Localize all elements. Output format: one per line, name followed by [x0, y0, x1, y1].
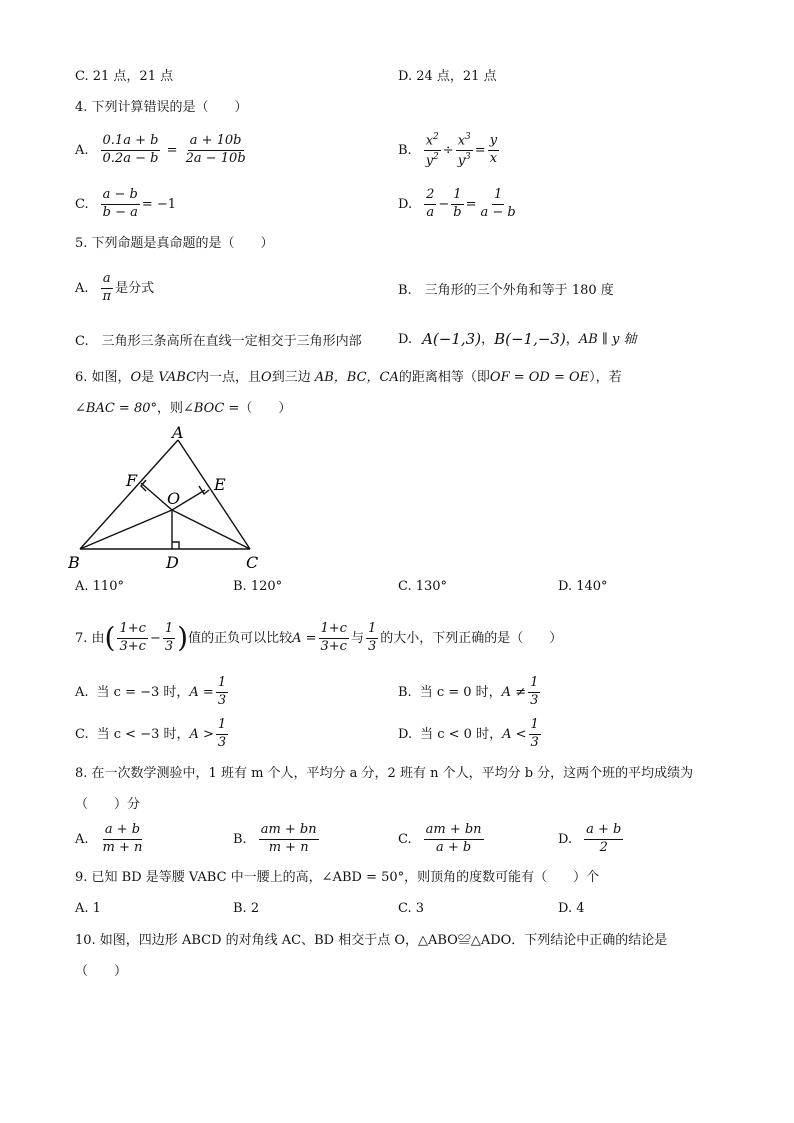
fraction: $\frac{1}{b}$: [453, 187, 462, 220]
q4-option-c: C. $\frac{a - b}{b - a}$ = −1: [75, 187, 177, 220]
side-ac: [178, 440, 250, 549]
fraction: $\frac{1+c}{3+c}$: [119, 621, 146, 654]
q8-option-d: D. $\frac{a + b}{2}$: [558, 822, 622, 855]
q7-option-a: A. 当 c = −3 时， A = $\frac{1}{3}$: [75, 675, 227, 708]
fraction: $\frac{1+c}{3+c}$: [320, 621, 347, 654]
fraction: $\frac{am + bn}{m + n}$: [260, 822, 317, 855]
fraction: $\frac{y}{x}$: [489, 133, 498, 167]
q5-option-b: B. 三角形的三个外角和等于 180 度: [398, 283, 614, 298]
option-label: B.: [398, 143, 412, 159]
q9-option-a: A. 1: [75, 901, 101, 916]
side-ab: [80, 440, 181, 549]
option-label: D.: [398, 332, 413, 347]
fraction: $\frac{a - b}{b - a}$: [102, 187, 138, 220]
q5-option-a: A. $\frac{a}{\pi}$ 是分式: [75, 271, 155, 304]
q6-stem-line1: 6. 如图，O是 VABC内一点，且O到三边 AB，BC，CA的距离相等（即OF = OD = OE），若: [75, 370, 622, 385]
label-e: E: [214, 475, 226, 494]
fraction: $\frac{1}{a - b}$: [480, 187, 516, 220]
fraction: $\frac{0.1a + b}{0.2a - b}$: [102, 133, 159, 166]
q9-option-d: D. 4: [558, 901, 585, 916]
q6-option-d: D. 140°: [558, 579, 608, 594]
option-label: A.: [75, 142, 89, 158]
right-angle-d: [172, 542, 179, 549]
fraction: $\frac{x^3}{y^3}$: [457, 132, 471, 169]
label-o: O: [167, 489, 181, 508]
q7-option-c: C. 当 c < −3 时， A > $\frac{1}{3}$: [75, 717, 227, 750]
label-d: D: [166, 553, 179, 572]
option-label: C.: [75, 196, 89, 212]
q8-stem-line2: （ ）分: [75, 797, 141, 812]
q6-option-a: A. 110°: [75, 579, 124, 594]
option-label: D.: [398, 196, 413, 212]
fraction: $\frac{1}{3}$: [367, 621, 377, 654]
label-f: F: [126, 471, 138, 490]
fraction: $\frac{1}{3}$: [164, 621, 174, 654]
q5-stem: 5. 下列命题是真命题的是（ ）: [75, 236, 274, 251]
q5-option-c: C. 三角形三条高所在直线一定相交于三角形内部: [75, 334, 362, 349]
q7-stem: 7. 由 ( $\frac{1+c}{3+c}$ − $\frac{1}{3}$ ) 值的正负可以比较 A = $\frac{1+c}{3+c}$ 与 $\frac{1}{3}$ 的大小，下列正确的是（ ）: [75, 621, 563, 655]
fraction: $\frac{x^2}{y^2}$: [425, 132, 439, 169]
segment-bo: [80, 510, 172, 549]
q3-option-c: C. 21 点，21 点: [75, 69, 174, 84]
fraction: $\frac{am + bn}{a + b}$: [425, 822, 482, 855]
q8-option-b: B. $\frac{am + bn}{m + n}$: [233, 822, 317, 855]
q9-option-c: C. 3: [398, 901, 425, 916]
label-a: A: [172, 423, 184, 442]
q6-stem-line2: ∠BAC = 80°，则∠BOC =（ ）: [75, 401, 292, 416]
q8-option-a: A. $\frac{a + b}{m + n}$: [75, 822, 143, 855]
fraction: $\frac{2}{a}$: [426, 187, 435, 220]
q4-option-a: A. $\frac{0.1a + b}{0.2a - b}$ = $\frac{a + 10b}{2a - 10b}$: [75, 133, 246, 166]
fraction: $\frac{a + 10b}{2a - 10b}$: [185, 133, 246, 166]
q5-option-d: D. A(−1,3) ， B(−1,−3) ， AB ∥ y 轴: [398, 330, 637, 348]
q6-option-b: B. 120°: [233, 579, 283, 594]
fraction: $\frac{a}{\pi}$: [102, 271, 112, 304]
q8-stem-line1: 8. 在一次数学测验中，1 班有 m 个人，平均分 a 分，2 班有 n 个人，平均分 b 分，这两个班的平均成绩为: [75, 766, 694, 781]
fraction: $\frac{a + b}{m + n}$: [102, 822, 143, 855]
q9-stem: 9. 已知 BD 是等腰 VABC 中一腰上的高，∠ABD = 50°，则顶角的度数可能有（ ）个: [75, 870, 600, 885]
q7-option-d: D. 当 c < 0 时， A < $\frac{1}{3}$: [398, 717, 539, 750]
option-label: A.: [75, 280, 89, 296]
label-b: B: [68, 553, 80, 572]
fraction: $\frac{1}{3}$: [530, 717, 539, 750]
q3-option-d: D. 24 点，21 点: [398, 69, 497, 84]
q7-option-b: B. 当 c = 0 时， A ≠ $\frac{1}{3}$: [398, 675, 539, 708]
segment-co: [172, 510, 250, 549]
q6-option-c: C. 130°: [398, 579, 448, 594]
fraction: $\frac{1}{3}$: [217, 675, 227, 708]
q8-option-c: C. $\frac{am + bn}{a + b}$: [398, 822, 482, 855]
q10-stem-line1: 10. 如图，四边形 ABCD 的对角线 AC、BD 相交于点 O，△ABO≌△ADO．下列结论中正确的结论是: [75, 933, 668, 948]
q4-option-d: D. $\frac{2}{a}$ − $\frac{1}{b}$ = $\frac{1}{a - b}$: [398, 187, 516, 220]
fraction: $\frac{1}{3}$: [530, 675, 539, 708]
fraction: $\frac{1}{3}$: [217, 717, 227, 750]
q6-triangle-figure: [68, 420, 278, 575]
q4-stem: 4. 下列计算错误的是（ ）: [75, 100, 248, 115]
label-c: C: [246, 553, 259, 572]
q10-stem-line2: （ ）: [75, 964, 128, 979]
q9-option-b: B. 2: [233, 901, 260, 916]
fraction: $\frac{a + b}{2}$: [586, 822, 622, 855]
q4-option-b: B. $\frac{x^2}{y^2}$ ÷ $\frac{x^3}{y^3}$ = $\frac{y}{x}$: [398, 132, 498, 169]
